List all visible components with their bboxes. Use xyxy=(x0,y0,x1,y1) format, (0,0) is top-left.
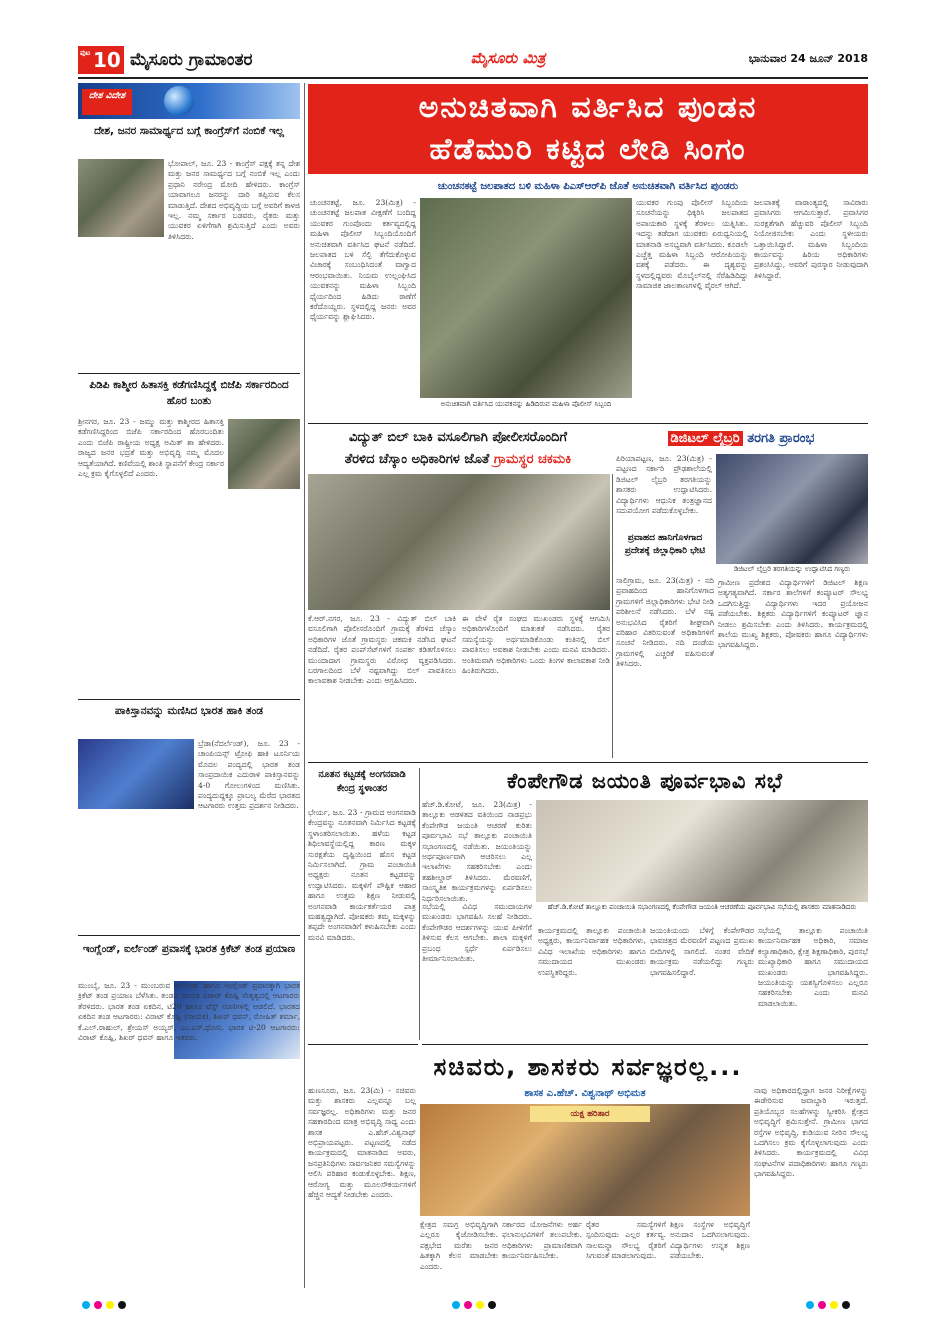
kempegowda-body1: ಹೆಚ್.ಡಿ.ಕೋಟೆ, ಜೂ. 23(ಮಿತ್ರ) - ತಾಲ್ಲೂಕು ಆಡಳಿತದ ವತಿಯಿಂದ ನಾಡಪ್ರಭು ಕೆಂಪೇಗೌಡ ಜಯಂತಿ ಆಚರಣೆ ಕುರಿತು ಪೂರ್ವಭಾವಿ ಸಭೆ ತಾಲ್ಲೂಕು ಪಂಚಾಯಿತಿ ಸಭಾಂಗಣದಲ್ಲಿ ನಡೆಯಿತು. ಜಯಂತಿಯನ್ನು ಅರ್ಥಪೂರ್ಣವಾಗಿ ಆಚರಿಸಲು ಎಲ್ಲ ಇಲಾಖೆಗಳು ಸಹಕರಿಸಬೇಕು ಎಂದು ತಹಶೀಲ್ದಾರ್ ತಿಳಿಸಿದರು. ಮೆರವಣಿಗೆ, ಸಾಂಸ್ಕೃತಿಕ ಕಾರ್ಯಕ್ರಮಗಳನ್ನು ಏರ್ಪಡಿಸಲು ನಿರ್ಧರಿಸಲಾಯಿತು. xyxy=(422,800,532,903)
photo-amit-shah xyxy=(228,419,300,489)
masthead xyxy=(78,46,868,76)
ministers-subhead: ಶಾಸಕ ಎ.ಹೆಚ್. ವಿಶ್ವನಾಥ್ ಅಭಿಮತ xyxy=(524,1088,646,1099)
cyan-dot xyxy=(452,1301,460,1309)
event-banner-text: ಯಕ್ಷ ಹರಿತಾರ xyxy=(570,1109,610,1119)
divider xyxy=(78,699,300,700)
lead-headline-box xyxy=(308,84,868,174)
lead-headline-line2: ಹೆಡೆಮುರಿ ಕಟ್ಟಿದ ಲೇಡಿ ಸಿಂಗಂ xyxy=(429,132,747,167)
story-1-headline: ದೇಶ, ಜನರ ಸಾಮಾರ್ಥ್ಯದ ಬಗ್ಗೆ ಕಾಂಗ್ರೆಸ್‌ಗೆ ನಂಬಿಕೆ ಇಲ್ಲ xyxy=(94,125,284,137)
magenta-dot xyxy=(94,1301,102,1309)
masthead-rule xyxy=(78,77,868,79)
black-dot xyxy=(488,1301,496,1309)
event-banner xyxy=(530,1106,650,1122)
ministers-headline: ಸಚಿವರು, ಶಾಸಕರು ಸರ್ವಜ್ಞರಲ್ಲ... xyxy=(433,1053,743,1081)
left-column xyxy=(78,83,300,1288)
digital-body2: ಗ್ರಾಮೀಣ ಪ್ರದೇಶದ ವಿದ್ಯಾರ್ಥಿಗಳಿಗೆ ಡಿಜಿಟಲ್ ಶಿಕ್ಷಣ ಅತ್ಯಗತ್ಯವಾಗಿದೆ. ಸರ್ಕಾರ ಶಾಲೆಗಳಿಗೆ ಕಂಪ್ಯೂಟರ್ ಸೌಲಭ್ಯ ಒದಗಿಸುತ್ತಿದ್ದು ವಿದ್ಯಾರ್ಥಿಗಳು ಇದರ ಪ್ರಯೋಜನ ಪಡೆಯಬೇಕು. ಶಿಕ್ಷಕರು ವಿದ್ಯಾರ್ಥಿಗಳಿಗೆ ಕಂಪ್ಯೂಟರ್ ಜ್ಞಾನ ನೀಡಲು ಶ್ರಮಿಸಬೇಕು ಎಂದು ತಿಳಿಸಿದರು. ಕಾರ್ಯಕ್ರಮದಲ್ಲಿ ಶಾಲೆಯ ಮುಖ್ಯ ಶಿಕ್ಷಕರು, ಪೋಷಕರು ಹಾಗೂ ವಿದ್ಯಾರ್ಥಿಗಳು ಭಾಗವಹಿಸಿದ್ದರು. xyxy=(718,578,868,650)
story-4-headline: ಇಂಗ್ಲೆಂಡ್, ಐರ್ಲೆಂಡ್ ಪ್ರವಾಸಕ್ಕೆ ಭಾರತ ಕ್ರಿಕೆಟ್ ತಂಡ ಪ್ರಯಾಣ xyxy=(82,943,296,955)
lead-col4: ಜಲಪಾತಕ್ಕೆ ವಾರಾಂತ್ಯದಲ್ಲಿ ಸಾವಿರಾರು ಪ್ರವಾಸಿಗರು ಆಗಮಿಸುತ್ತಾರೆ. ಪ್ರವಾಸಿಗರ ಸುರಕ್ಷತೆಗಾಗಿ ಹೆಚ್ಚುವರಿ ಪೊಲೀಸ್ ಸಿಬ್ಬಂದಿ ನಿಯೋಜಿಸಬೇಕು ಎಂದು ಸ್ಥಳೀಯರು ಒತ್ತಾಯಿಸಿದ್ದಾರೆ. ಮಹಿಳಾ ಸಿಬ್ಬಂದಿಯ ಕಾರ್ಯವನ್ನು ಹಿರಿಯ ಅಧಿಕಾರಿಗಳು ಪ್ರಶಂಸಿಸಿದ್ದು, ಅವರಿಗೆ ಪುರಸ್ಕಾರ ನೀಡುವುದಾಗಿ ತಿಳಿಸಿದ್ದಾರೆ. xyxy=(754,198,868,280)
divider xyxy=(422,1044,868,1045)
magenta-dot xyxy=(464,1301,472,1309)
flood-headline: ಪ್ರವಾಹದ ಹಾನಿಗೊಳಗಾದ ಪ್ರದೇಶಕ್ಕೆ ಜಿಲ್ಲಾಧಿಕಾರಿ ಭೇಟಿ xyxy=(624,533,706,556)
divider xyxy=(308,423,868,424)
digital-headline xyxy=(614,428,868,450)
divider xyxy=(78,935,300,936)
photo-hockey xyxy=(78,739,194,809)
ministers-bottom-2: ಸರ್ಕಾರದ ಯೋಜನೆಗಳು ಅರ್ಹ ಫಲಾನುಭವಿಗಳಿಗೆ ತಲುಪಬೇಕು. ಅಧಿಕಾರಿಗಳು ಪ್ರಾಮಾಣಿಕವಾಗಿ ಕಾರ್ಯನಿರ್ವಹಿಸಬೇಕು. xyxy=(502,1220,582,1261)
ministers-bottom-4: ಶಿಕ್ಷಣ ಸಂಸ್ಥೆಗಳ ಅಭಿವೃದ್ಧಿಗೆ ಅನುದಾನ ಒದಗಿಸಲಾಗುವುದು. ವಿದ್ಯಾರ್ಥಿಗಳು ಉನ್ನತ ಶಿಕ್ಷಣ ಪಡೆಯಬೇಕು. xyxy=(670,1220,750,1261)
kempegowda-body4: ಜಯಂತಿಯಂದು ಬೆಳಿಗ್ಗೆ ಕೆಂಪೇಗೌಡರ ಭಾವಚಿತ್ರದ ಮೆರವಣಿಗೆ ಪಟ್ಟಣದ ಪ್ರಮುಖ ಬೀದಿಗಳಲ್ಲಿ ಸಾಗಲಿದೆ. ನಂತರ ವೇದಿಕೆ ಕಾರ್ಯಕ್ರಮ ನಡೆಯಲಿದ್ದು ಗಣ್ಯರು ಭಾಗವಹಿಸಲಿದ್ದಾರೆ. xyxy=(650,926,754,977)
ministers-right-body: ನಾವು ಅಧಿಕಾರದಲ್ಲಿದ್ದಾಗ ಜನರ ನಿರೀಕ್ಷೆಗಳನ್ನು ಈಡೇರಿಸುವ ಜವಾಬ್ದಾರಿ ಇರುತ್ತದೆ. ಪ್ರತಿಯೊಬ್ಬರ ಸಲಹೆಗಳನ್ನು ಸ್ವೀಕರಿಸಿ ಕ್ಷೇತ್ರದ ಅಭಿವೃದ್ಧಿಗೆ ಶ್ರಮಿಸುತ್ತೇನೆ. ಗ್ರಾಮೀಣ ಭಾಗದ ರಸ್ತೆಗಳ ಅಭಿವೃದ್ಧಿ, ಕುಡಿಯುವ ನೀರಿನ ಸೌಲಭ್ಯ ಒದಗಿಸಲು ಕ್ರಮ ಕೈಗೊಳ್ಳಲಾಗುವುದು ಎಂದು ತಿಳಿಸಿದರು. ಕಾರ್ಯಕ್ರಮದಲ್ಲಿ ವಿವಿಧ ಸಂಘಟನೆಗಳ ಪದಾಧಿಕಾರಿಗಳು ಹಾಗೂ ಗಣ್ಯರು ಭಾಗವಹಿಸಿದ್ದರು. xyxy=(754,1086,868,1179)
photo-modi xyxy=(78,159,164,237)
column-rule xyxy=(304,83,305,1288)
column-rule xyxy=(419,768,420,1040)
anganwadi-body: ಭೇರ್ಯ, ಜೂ. 23 - ಗ್ರಾಮದ ಅಂಗನವಾಡಿ ಕೇಂದ್ರವನ್ನು ನೂತನವಾಗಿ ನಿರ್ಮಿಸಿದ ಕಟ್ಟಡಕ್ಕೆ ಸ್ಥಳಾಂತರಿಸಲಾಯಿತು. ಹಳೆಯ ಕಟ್ಟಡ ಶಿಥಿಲಾವಸ್ಥೆಯಲ್ಲಿದ್ದ ಕಾರಣ ಮಕ್ಕಳ ಸುರಕ್ಷತೆಯ ದೃಷ್ಟಿಯಿಂದ ಹೊಸ ಕಟ್ಟಡ ನಿರ್ಮಿಸಲಾಗಿದೆ. ಗ್ರಾಮ ಪಂಚಾಯಿತಿ ಅಧ್ಯಕ್ಷರು ನೂತನ ಕಟ್ಟಡವನ್ನು ಉದ್ಘಾಟಿಸಿದರು. ಮಕ್ಕಳಿಗೆ ಪೌಷ್ಟಿಕ ಆಹಾರ ಹಾಗೂ ಉತ್ತಮ ಶಿಕ್ಷಣ ನೀಡುವಲ್ಲಿ ಅಂಗನವಾಡಿ ಕಾರ್ಯಕರ್ತೆಯರ ಪಾತ್ರ ಮಹತ್ವದ್ದಾಗಿದೆ. ಪೋಷಕರು ತಮ್ಮ ಮಕ್ಕಳನ್ನು ತಪ್ಪದೇ ಅಂಗನವಾಡಿಗೆ ಕಳುಹಿಸಬೇಕು ಎಂದು ಮನವಿ ಮಾಡಿದರು. xyxy=(308,808,416,942)
kempegowda-photo-caption: ಹೆಚ್.ಡಿ.ಕೋಟೆ ತಾಲ್ಲೂಕು ಪಂಚಾಯಿತಿ ಸಭಾಂಗಣದಲ್ಲಿ ಕೆಂಪೇಗೌಡ ಜಯಂತಿ ಆಚರಣೆಯ ಪೂರ್ವಭಾವಿ ಸಭೆಯಲ್ಲಿ ಶಾಸಕರು ಮಾತನಾಡಿದರು xyxy=(547,903,857,911)
story-4-body: ಮುಂಬೈ, ಜೂ. 23 - ಮುಂಬರುವ ಐರ್ಲೆಂಡ್ ಹಾಗೂ ಇಂಗ್ಲೆಂಡ್ ಪ್ರವಾಸಕ್ಕಾಗಿ ಭಾರತ ಕ್ರಿಕೆಟ್ ತಂಡ ಪ್ರಯಾಣ ಬೆಳೆಸಿತು. ತಂಡದ ನಾಯಕ ವಿರಾಟ್ ಕೊಹ್ಲಿ ನೇತೃತ್ವದಲ್ಲಿ ಆಟಗಾರರು ತೆರಳಿದರು. ಭಾರತ ತಂಡ ಏಕದಿನ, ಟಿ20 ಹಾಗೂ ಟೆಸ್ಟ್ ಸರಣಿಗಳಲ್ಲಿ ಆಡಲಿದೆ. ಭಾರತದ ಏಕದಿನ ತಂಡ ಆಟಗಾರರು: ವಿರಾಟ್ ಕೊಹ್ಲಿ (ನಾಯಕ), ಶಿಖರ್ ಧವನ್, ರೋಹಿತ್ ಶರ್ಮಾ, ಕೆ.ಎಲ್.ರಾಹುಲ್, ಶ್ರೇಯಸ್ ಅಯ್ಯರ್, ಎಂ.ಎಸ್.ಧೋನಿ. ಭಾರತ ಟಿ-20 ಆಟಗಾರರು: ವಿರಾಟ್ ಕೊಹ್ಲಿ, ಶಿಖರ್ ಧವನ್ ಹಾಗೂ ಇತರರು. xyxy=(78,981,300,1043)
page-label: ಪುಟ xyxy=(80,49,91,57)
ministers-bottom-1: ಕ್ಷೇತ್ರದ ಸಮಗ್ರ ಅಭಿವೃದ್ಧಿಗಾಗಿ ಎಲ್ಲರೂ ಕೈಜೋಡಿಸಬೇಕು. ಪಕ್ಷಭೇದ ಮರೆತು ಜನರ ಹಿತಕ್ಕಾಗಿ ಕೆಲಸ ಮಾಡಬೇಕು ಎಂದರು. xyxy=(420,1220,498,1271)
section-badge: ದೇಶ ವಿದೇಶ xyxy=(82,89,132,115)
lead-col1: ಚುಂಚನಕಟ್ಟೆ, ಜೂ. 23(ಮಿತ್ರ) - ಚುಂಚನಕಟ್ಟೆ ಜಲಪಾತ ವೀಕ್ಷಣೆಗೆ ಬಂದಿದ್ದ ಯುವಕರ ಗುಂಪೊಂದು ಕರ್ತವ್ಯದಲ್ಲಿದ್ದ ಮಹಿಳಾ ಪೊಲೀಸ್ ಸಿಬ್ಬಂದಿಯೊಂದಿಗೆ ಅನುಚಿತವಾಗಿ ವರ್ತಿಸಿದ ಘಟನೆ ನಡೆದಿದೆ. ಜಲಪಾತದ ಬಳಿ ಸೆಲ್ಫಿ ತೆಗೆದುಕೊಳ್ಳುವ ವಿಚಾರಕ್ಕೆ ಸಂಬಂಧಿಸಿದಂತೆ ವಾಗ್ವಾದ ಆರಂಭವಾಯಿತು. ನಿಯಮ ಉಲ್ಲಂಘಿಸಿದ ಯುವಕನನ್ನು ಮಹಿಳಾ ಸಿಬ್ಬಂದಿ ಧೈರ್ಯದಿಂದ ಹಿಡಿದು ಠಾಣೆಗೆ ಕರೆದೊಯ್ದರು. ಸ್ಥಳದಲ್ಲಿದ್ದ ಜನರು ಅವರ ಧೈರ್ಯವನ್ನು ಶ್ಲಾಘಿಸಿದರು. xyxy=(310,198,416,322)
lead-photo xyxy=(420,198,632,398)
page-number-badge xyxy=(78,46,124,74)
story-1-body: ಭೋಪಾಲ್, ಜೂ. 23 - ಕಾಂಗ್ರೆಸ್ ಪಕ್ಷಕ್ಕೆ ತನ್ನ ದೇಶ ಮತ್ತು ಜನರ ಸಾಮರ್ಥ್ಯದ ಬಗ್ಗೆ ನಂಬಿಕೆ ಇಲ್ಲ ಎಂದು ಪ್ರಧಾನಿ ನರೇಂದ್ರ ಮೋದಿ ಹೇಳಿದರು. ಕಾಂಗ್ರೆಸ್ ಯಾವಾಗಲೂ ಜನರನ್ನು ದಾರಿ ತಪ್ಪಿಸುವ ಕೆಲಸ ಮಾಡುತ್ತಿದೆ. ದೇಶದ ಅಭಿವೃದ್ಧಿಯ ಬಗ್ಗೆ ಅವರಿಗೆ ಕಾಳಜಿ ಇಲ್ಲ. ನಮ್ಮ ಸರ್ಕಾರ ಬಡವರು, ರೈತರು ಮತ್ತು ಯುವಕರ ಏಳಿಗೆಗಾಗಿ ಶ್ರಮಿಸುತ್ತಿದೆ ಎಂದು ಅವರು ತಿಳಿಸಿದರು. xyxy=(168,159,300,241)
yellow-dot xyxy=(476,1301,484,1309)
digital-photo xyxy=(716,454,868,564)
kempegowda-photo xyxy=(536,800,868,902)
cyan-dot xyxy=(82,1301,90,1309)
kempegowda-body3: ಕಾರ್ಯಕ್ರಮದಲ್ಲಿ ತಾಲ್ಲೂಕು ಪಂಚಾಯಿತಿ ಅಧ್ಯಕ್ಷರು, ಕಾರ್ಯನಿರ್ವಾಹಕ ಅಧಿಕಾರಿಗಳು, ವಿವಿಧ ಇಲಾಖೆಯ ಅಧಿಕಾರಿಗಳು ಹಾಗೂ ಸಮುದಾಯದ ಮುಖಂಡರು ಉಪಸ್ಥಿತರಿದ್ದರು. xyxy=(538,926,646,977)
lead-col3: ಯುವಕರ ಗುಂಪು ಪೊಲೀಸ್ ಸಿಬ್ಬಂದಿಯ ಸೂಚನೆಯನ್ನು ಧಿಕ್ಕರಿಸಿ ಜಲಪಾತದ ಅಪಾಯಕಾರಿ ಸ್ಥಳಕ್ಕೆ ತೆರಳಲು ಯತ್ನಿಸಿತು. ಇದನ್ನು ತಡೆದಾಗ ಯುವಕರು ಏರುಧ್ವನಿಯಲ್ಲಿ ಮಾತನಾಡಿ ಅಸಭ್ಯವಾಗಿ ವರ್ತಿಸಿದರು. ಕೂಡಲೇ ಎಚ್ಚೆತ್ತ ಮಹಿಳಾ ಸಿಬ್ಬಂದಿ ಆರೋಪಿಯನ್ನು ವಶಕ್ಕೆ ಪಡೆದರು. ಈ ದೃಶ್ಯವನ್ನು ಸ್ಥಳದಲ್ಲಿದ್ದವರು ಮೊಬೈಲ್‌ನಲ್ಲಿ ಸೆರೆಹಿಡಿದಿದ್ದು ಸಾಮಾಜಿಕ ಜಾಲತಾಣಗಳಲ್ಲಿ ವೈರಲ್ ಆಗಿದೆ. xyxy=(636,198,748,291)
story-2-headline: ಪಿಡಿಪಿ ಕಾಶ್ಮೀರ ಹಿತಾಸಕ್ತಿ ಕಡೆಗಣಿಸಿದ್ದಕ್ಕೆ ಬಿಜೆಪಿ ಸರ್ಕಾರದಿಂದ ಹೊರ ಬಂತು xyxy=(89,379,289,407)
ministers-photo xyxy=(420,1104,750,1216)
power-body1: ಕೆ.ಆರ್.ನಗರ, ಜೂ. 23 - ವಿದ್ಯುತ್ ಬಿಲ್ ಬಾಕಿ ವಸೂಲಿಗಾಗಿ ಪೊಲೀಸರೊಂದಿಗೆ ಗ್ರಾಮಕ್ಕೆ ತೆರಳಿದ ಚೆಸ್ಕಾಂ ಅಧಿಕಾರಿಗಳ ಜೊತೆ ಗ್ರಾಮಸ್ಥರು ಚಕಮಕಿ ನಡೆಸಿದ ಘಟನೆ ನಡೆದಿದೆ. ರೈತರ ಪಂಪ್‌ಸೆಟ್‌ಗಳಿಗೆ ಸಂಪರ್ಕ ಕಡಿತಗೊಳಿಸಲು ಮುಂದಾದಾಗ ಗ್ರಾಮಸ್ಥರು ವಿರೋಧ ವ್ಯಕ್ತಪಡಿಸಿದರು. ಬರಗಾಲದಿಂದ ಬೆಳೆ ನಷ್ಟವಾಗಿದ್ದು ಬಿಲ್ ಪಾವತಿಸಲು ಕಾಲಾವಕಾಶ ನೀಡಬೇಕು ಎಂದು ಆಗ್ರಹಿಸಿದರು. xyxy=(308,614,456,686)
story-2-body: ಶ್ರೀನಗರ, ಜೂ. 23 - ಜಮ್ಮು ಮತ್ತು ಕಾಶ್ಮೀರದ ಹಿತಾಸಕ್ತಿ ಕಡೆಗಣಿಸಿದ್ದರಿಂದ ಬಿಜೆಪಿ ಸರ್ಕಾರದಿಂದ ಹೊರಬಂದಿತು ಎಂದು ಬಿಜೆಪಿ ರಾಷ್ಟ್ರೀಯ ಅಧ್ಯಕ್ಷ ಅಮಿತ್ ಶಾ ಹೇಳಿದರು. ರಾಜ್ಯದ ಜನರ ಭದ್ರತೆ ಮತ್ತು ಅಭಿವೃದ್ಧಿ ನಮ್ಮ ಮೊದಲ ಆದ್ಯತೆಯಾಗಿದೆ. ಕಣಿವೆಯಲ್ಲಿ ಶಾಂತಿ ಸ್ಥಾಪನೆಗೆ ಕೇಂದ್ರ ಸರ್ಕಾರ ಎಲ್ಲ ಕ್ರಮ ಕೈಗೊಳ್ಳಲಿದೆ ಎಂದರು. xyxy=(78,417,224,479)
kempegowda-body2: ಸಭೆಯಲ್ಲಿ ವಿವಿಧ ಸಮುದಾಯಗಳ ಮುಖಂಡರು ಭಾಗವಹಿಸಿ ಸಲಹೆ ನೀಡಿದರು. ಕೆಂಪೇಗೌಡರ ಆದರ್ಶಗಳನ್ನು ಯುವ ಪೀಳಿಗೆಗೆ ತಿಳಿಸುವ ಕೆಲಸ ಆಗಬೇಕು. ಶಾಲಾ ಮಕ್ಕಳಿಗೆ ಪ್ರಬಂಧ ಸ್ಪರ್ಧೆ ಏರ್ಪಡಿಸಲು ತೀರ್ಮಾನಿಸಲಾಯಿತು. xyxy=(422,902,532,964)
digital-headline-b: ತರಗತಿ ಪ್ರಾರಂಭ xyxy=(747,431,815,446)
power-body2: ಈ ವೇಳೆ ರೈತ ಸಂಘದ ಮುಖಂಡರು ಸ್ಥಳಕ್ಕೆ ಆಗಮಿಸಿ ಅಧಿಕಾರಿಗಳೊಂದಿಗೆ ಮಾತುಕತೆ ನಡೆಸಿದರು. ರೈತರ ಸಮಸ್ಯೆಯನ್ನು ಅರ್ಥಮಾಡಿಕೊಂಡು ಕಂತಿನಲ್ಲಿ ಬಿಲ್ ಪಾವತಿಸಲು ಅವಕಾಶ ನೀಡಬೇಕು ಎಂದು ಮನವಿ ಮಾಡಿದರು. ಅಂತಿಮವಾಗಿ ಅಧಿಕಾರಿಗಳು ಒಂದು ತಿಂಗಳ ಕಾಲಾವಕಾಶ ನೀಡಿ ಹಿಂತಿರುಗಿದರು. xyxy=(462,614,610,676)
divider xyxy=(308,762,868,763)
black-dot xyxy=(118,1301,126,1309)
power-headline-line2-a: ತೆರಳಿದ ಚೆಸ್ಕಾಂ ಅಧಿಕಾರಿಗಳ ಜೊತೆ xyxy=(344,452,490,467)
lead-subhead: ಚುಂಚನಕಟ್ಟೆ ಜಲಪಾತದ ಬಳಿ ಮಹಿಳಾ ಪಿಎಸ್‌ಆರ್‌ಪಿ ಜೊತೆ ಅನುಚಿತವಾಗಿ ವರ್ತಿಸಿದ ಪುಂಡರು xyxy=(437,181,739,192)
lead-photo-caption: ಅನುಚಿತವಾಗಿ ವರ್ತಿಸಿದ ಯುವಕನನ್ನು ಹಿಡಿದಿರುವ ಮಹಿಳಾ ಪೊಲೀಸ್ ಸಿಬ್ಬಂದಿ xyxy=(440,400,612,408)
registration-marks-center xyxy=(450,1294,510,1304)
page-number: 10 xyxy=(93,48,121,72)
ministers-bottom-3: ರೈತರ ಸಮಸ್ಯೆಗಳಿಗೆ ಸ್ಪಂದಿಸುವುದು ಎಲ್ಲರ ಕರ್ತವ್ಯ. ಸಾಲಮನ್ನಾ ಸೌಲಭ್ಯ ರೈತರಿಗೆ ಸಿಗುವಂತೆ ಮಾಡಲಾಗುವುದು. xyxy=(586,1220,666,1261)
lead-headline-line1: ಅನುಚಿತವಾಗಿ ವರ್ತಿಸಿದ ಪುಂಡನ xyxy=(418,90,758,125)
story-3-headline: ಪಾಕಿಸ್ತಾನವನ್ನು ಮಣಿಸಿದ ಭಾರತ ಹಾಕಿ ತಂಡ xyxy=(115,705,263,717)
divider xyxy=(308,1044,418,1045)
section-title: ಮೈಸೂರು ಗ್ರಾಮಾಂತರ xyxy=(130,50,253,70)
yellow-dot xyxy=(830,1301,838,1309)
digital-headline-a: ಡಿಜಿಟಲ್ ಲೈಬ್ರರಿ xyxy=(668,431,743,446)
paper-name: ಮೈಸೂರು ಮಿತ್ರ xyxy=(470,49,546,67)
issue-date: ಭಾನುವಾರ 24 ಜೂನ್ 2018 xyxy=(748,52,868,65)
magenta-dot xyxy=(818,1301,826,1309)
story-3-body: ಬ್ರೆಡಾ(ನೆದರ್ಲೆಂಡ್), ಜೂ. 23 - ಚಾಂಪಿಯನ್ಸ್ ಟ್ರೋಫಿ ಹಾಕಿ ಟೂರ್ನಿಯ ಮೊದಲ ಪಂದ್ಯದಲ್ಲಿ ಭಾರತ ತಂಡ ಸಾಂಪ್ರದಾಯಿಕ ಎದುರಾಳಿ ಪಾಕಿಸ್ತಾನವನ್ನು 4-0 ಗೋಲುಗಳಿಂದ ಮಣಿಸಿತು. ಪಂದ್ಯದುದ್ದಕ್ಕೂ ಪ್ರಾಬಲ್ಯ ಮೆರೆದ ಭಾರತದ ಆಟಗಾರರು ಉತ್ತಮ ಪ್ರದರ್ಶನ ನೀಡಿದರು. xyxy=(198,739,300,811)
power-headline-line2 xyxy=(308,450,608,470)
flood-body: ಸಾಲಿಗ್ರಾಮ, ಜೂ. 23(ಮಿತ್ರ) - ನದಿ ಪ್ರವಾಹದಿಂದ ಹಾನಿಗೊಳಗಾದ ಗ್ರಾಮಗಳಿಗೆ ಜಿಲ್ಲಾಧಿಕಾರಿಗಳು ಭೇಟಿ ನೀಡಿ ಪರಿಶೀಲನೆ ನಡೆಸಿದರು. ಬೆಳೆ ನಷ್ಟ ಅನುಭವಿಸಿದ ರೈತರಿಗೆ ಶೀಘ್ರವಾಗಿ ಪರಿಹಾರ ವಿತರಿಸುವಂತೆ ಅಧಿಕಾರಿಗಳಿಗೆ ಸೂಚನೆ ನೀಡಿದರು. ನದಿ ದಂಡೆಯ ಗ್ರಾಮಗಳಲ್ಲಿ ಎಚ್ಚರಿಕೆ ವಹಿಸುವಂತೆ ತಿಳಿಸಿದರು. xyxy=(616,576,714,669)
kempegowda-headline: ಕೆಂಪೇಗೌಡ ಜಯಂತಿ ಪೂರ್ವಭಾವಿ ಸಭೆ xyxy=(506,769,784,793)
digital-body1: ಪಿರಿಯಾಪಟ್ಟಣ, ಜೂ. 23(ಮಿತ್ರ) - ಪಟ್ಟಣದ ಸರ್ಕಾರಿ ಪ್ರೌಢಶಾಲೆಯಲ್ಲಿ ಡಿಜಿಟಲ್ ಲೈಬ್ರರಿ ತರಗತಿಯನ್ನು ಶಾಸಕರು ಉದ್ಘಾಟಿಸಿದರು. ವಿದ್ಯಾರ್ಥಿಗಳು ಆಧುನಿಕ ತಂತ್ರಜ್ಞಾನದ ಸದುಪಯೋಗ ಪಡೆದುಕೊಳ್ಳಬೇಕು. xyxy=(616,454,712,516)
column-rule xyxy=(612,474,613,758)
ministers-left-body: ಹುಣಸೂರು, ಜೂ. 23(ಮಿ) - ಸಚಿವರು ಮತ್ತು ಶಾಸಕರು ಎಲ್ಲವನ್ನೂ ಬಲ್ಲ ಸರ್ವಜ್ಞರಲ್ಲ. ಅಧಿಕಾರಿಗಳು ಮತ್ತು ಜನರ ಸಹಕಾರದಿಂದ ಮಾತ್ರ ಅಭಿವೃದ್ಧಿ ಸಾಧ್ಯ ಎಂದು ಶಾಸಕ ಎ.ಹೆಚ್.ವಿಶ್ವನಾಥ್ ಅಭಿಪ್ರಾಯಪಟ್ಟರು. ಪಟ್ಟಣದಲ್ಲಿ ನಡೆದ ಕಾರ್ಯಕ್ರಮದಲ್ಲಿ ಮಾತನಾಡಿದ ಅವರು, ಜನಪ್ರತಿನಿಧಿಗಳು ಸಾರ್ವಜನಿಕರ ಸಮಸ್ಯೆಗಳನ್ನು ಆಲಿಸಿ ಪರಿಹಾರ ಕಂಡುಕೊಳ್ಳಬೇಕು. ಶಿಕ್ಷಣ, ಆರೋಗ್ಯ ಮತ್ತು ಮೂಲಸೌಕರ್ಯಗಳಿಗೆ ಹೆಚ್ಚಿನ ಆದ್ಯತೆ ನೀಡಬೇಕು ಎಂದರು. xyxy=(308,1086,416,1200)
registration-marks-right xyxy=(804,1294,864,1304)
divider xyxy=(78,373,300,374)
registration-marks-left xyxy=(80,1294,140,1304)
black-dot xyxy=(842,1301,850,1309)
power-headline-line2-b: ಗ್ರಾಮಸ್ಥರ ಚಕಮಕಿ xyxy=(493,452,572,467)
power-photo xyxy=(308,474,610,610)
section-banner xyxy=(78,83,300,119)
power-headline-line1: ವಿದ್ಯುತ್ ಬಿಲ್ ಬಾಕಿ ವಸೂಲಿಗಾಗಿ ಪೋಲೀಸರೊಂದಿಗೆ xyxy=(349,430,567,445)
anganwadi-headline: ನೂತನ ಕಟ್ಟಡಕ್ಕೆ ಅಂಗನವಾಡಿ ಕೇಂದ್ರ ಸ್ಥಳಾಂತರ xyxy=(318,769,406,794)
digital-photo-caption: ಡಿಜಿಟಲ್ ಲೈಬ್ರರಿ ತರಗತಿಯನ್ನು ಉದ್ಘಾಟಿಸಿದ ಗಣ್ಯರು xyxy=(733,565,851,573)
cyan-dot xyxy=(806,1301,814,1309)
globe-icon xyxy=(164,86,194,116)
kempegowda-right: ಸಭೆಯಲ್ಲಿ ತಾಲ್ಲೂಕು ಪಂಚಾಯಿತಿ ಕಾರ್ಯನಿರ್ವಾಹಕ ಅಧಿಕಾರಿ, ಸಮಾಜ ಕಲ್ಯಾಣಾಧಿಕಾರಿ, ಕ್ಷೇತ್ರ ಶಿಕ್ಷಣಾಧಿಕಾರಿ, ಪುರಸಭೆ ಮುಖ್ಯಾಧಿಕಾರಿ ಹಾಗೂ ಸಮುದಾಯದ ಮುಖಂಡರು ಭಾಗವಹಿಸಿದ್ದರು. ಜಯಂತಿಯನ್ನು ಯಶಸ್ವಿಗೊಳಿಸಲು ಎಲ್ಲರೂ ಸಹಕರಿಸಬೇಕು ಎಂದು ಮನವಿ ಮಾಡಲಾಯಿತು. xyxy=(758,926,868,1008)
yellow-dot xyxy=(106,1301,114,1309)
